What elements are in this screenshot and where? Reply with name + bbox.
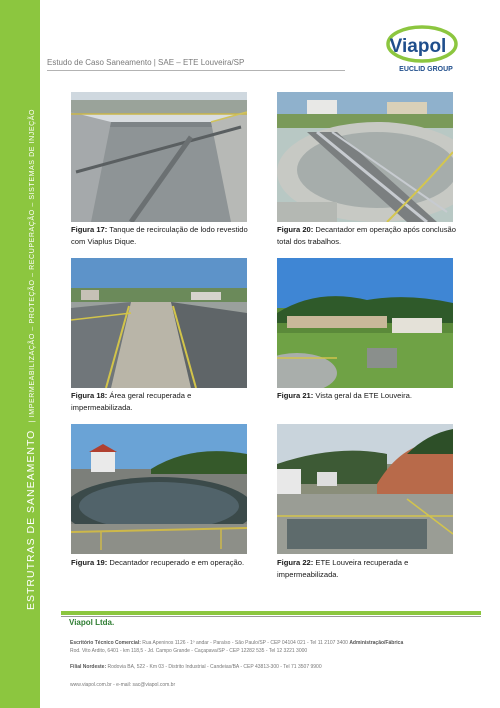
figure-20-photo bbox=[277, 92, 453, 222]
sidebar-main-text: ESTRUTRAS DE SANEAMENTO bbox=[25, 429, 37, 610]
figure-19-caption: Figura 19: Decantador recuperado e em operação. bbox=[71, 558, 245, 567]
viapol-logo bbox=[378, 22, 460, 77]
logo-brand-text: Viapol bbox=[389, 36, 447, 57]
figure-21-caption: Figura 21: Vista geral da ETE Louveira. bbox=[277, 391, 412, 400]
figure-17-photo bbox=[71, 92, 247, 222]
figure-17-caption: Figura 17: Tanque de recirculação de lodo revestido com Viaplus Dique. bbox=[71, 225, 248, 246]
page-header-title: Estudo de Caso Saneamento | SAE – ETE Louveira/SP bbox=[47, 58, 245, 67]
footer-gray-rule bbox=[61, 616, 481, 617]
footer-company-name: Viapol Ltda. bbox=[69, 618, 115, 627]
footer-factory-address: Rod. Vito Ardito, 6401 - km 118,5 - Jd. Campo Grande - Caçapava/SP - CEP 12282 535 - Tel 12 3221 3000 bbox=[70, 648, 308, 654]
logo-group-text: EUCLID GROUP bbox=[399, 66, 453, 73]
figure-19-photo bbox=[71, 424, 247, 554]
figure-22-caption: Figura 22: ETE Louveira recuperada e impermeabilizada. bbox=[277, 558, 409, 579]
figure-20-caption: Figura 20: Decantador em operação após conclusão total dos trabalhos. bbox=[277, 225, 456, 246]
figure-18-photo bbox=[71, 258, 247, 388]
header-divider bbox=[47, 70, 345, 71]
figure-18-caption: Figura 18: Área geral recuperada e impermeabilizada. bbox=[71, 391, 192, 412]
sidebar-vertical-text bbox=[21, 109, 39, 610]
footer-branch-address: Filial Nordeste: Rodovia BA, 522 - Km 03 - Distrito Industrial - Candeias/BA - CEP 43813-300 - Tel 71 3507 9900 bbox=[70, 664, 322, 670]
figure-21-photo bbox=[277, 258, 453, 388]
sidebar-sub-text: | IMPERMEABILIZAÇÃO – PROTEÇÃO – RECUPERAÇÃO – SISTEMAS DE INJEÇÃO bbox=[29, 108, 36, 423]
footer-web-contact[interactable]: www.viapol.com.br - e-mail: sac@viapol.com.br bbox=[70, 682, 176, 688]
footer-office-address: Escritório Técnico Comercial: Rua Apeninos 1126 - 1º andar - Paraíso - São Paulo/SP - CEP 04104 021 - Tel 11 2107 3400 Administração/Fábrica bbox=[70, 640, 404, 646]
footer-green-rule bbox=[61, 611, 481, 615]
figure-22-photo bbox=[277, 424, 453, 554]
